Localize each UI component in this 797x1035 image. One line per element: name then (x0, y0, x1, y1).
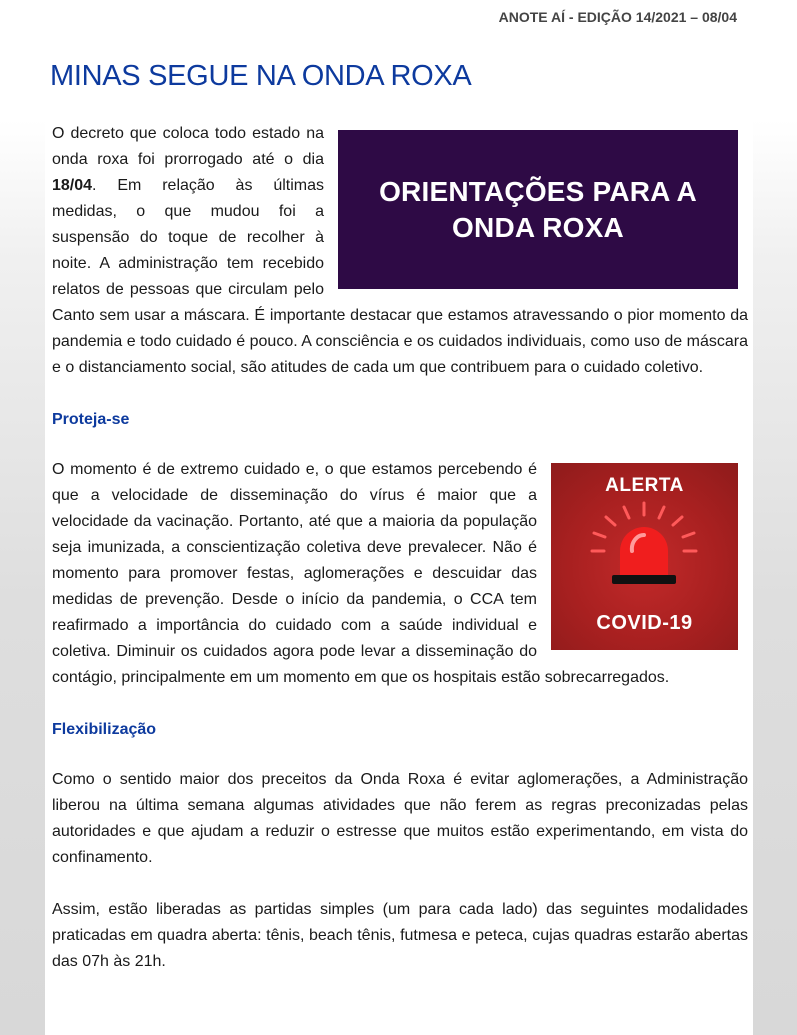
onda-roxa-banner (338, 130, 738, 289)
flexibilizacao-paragraph-2: Assim, estão liberadas as partidas simples (um para cada lado) das seguintes modalidades praticadas em quadra aberta: tênis, beach tênis, futmesa e peteca, cujas quadras estarão abertas das 07h às 21h. (52, 901, 748, 970)
section-heading-proteja: Proteja-se (52, 411, 130, 428)
proteja-paragraph: O momento é de extremo cuidado e, o que estamos percebendo é que a velocidade de disseminação do vírus é maior que a velocidade da vacinação. Portanto, até que a maioria da população seja imunizada, a conscientização coletiva deve prevalecer. Não é momento para promover festas, aglomerações e descuidar das medidas de prevenção. Desde o início da pandemia, o CCA tem reafirmado a importância do cuidado com a saúde individual e coletiva. Diminuir os cuidados agora pode levar a disseminação do contágio, principalmente em um momento em que os hospitais estão sobrecarregados. (52, 461, 670, 686)
intro-date: 18/04 (52, 177, 93, 194)
covid-word: COVID-19 (596, 612, 693, 634)
edition-label: ANOTE AÍ - EDIÇÃO 14/2021 – 08/04 (498, 9, 737, 25)
intro-text-start: O decreto que coloca todo estado na onda roxa foi prorrogado até o dia (52, 125, 324, 168)
siren-icon (584, 501, 704, 596)
banner-text: ORIENTAÇÕES PARA A ONDA ROXA (379, 175, 697, 243)
article-title: MINAS SEGUE NA ONDA ROXA (50, 60, 472, 92)
alert-word: ALERTA (605, 475, 684, 496)
section-heading-flexibilizacao: Flexibilização (52, 721, 157, 738)
article-body (52, 121, 748, 975)
flexibilizacao-paragraph-1: Como o sentido maior dos preceitos da Onda Roxa é evitar aglomerações, a Administração liberou na última semana algumas atividades que não ferem as regras preconizadas pelas autoridades e que ajudam a reduzir o estresse que muitos estão experimentando, em vista do confinamento. (52, 771, 748, 866)
intro-text-end: . Em relação às últimas medidas, o que mudou foi a suspensão do toque de recolher à noite. A administração tem recebido relatos de pessoas que circulam pelo Canto sem usar a máscara. É importante destacar que estamos atravessando o pior momento da pandemia e todo cuidado é pouco. A consciência e os cuidados individuais, como uso de máscara e o distanciamento social, são atitudes de cada um que contribuem para o cuidado coletivo. (52, 177, 748, 376)
covid-alert-image (551, 463, 738, 650)
